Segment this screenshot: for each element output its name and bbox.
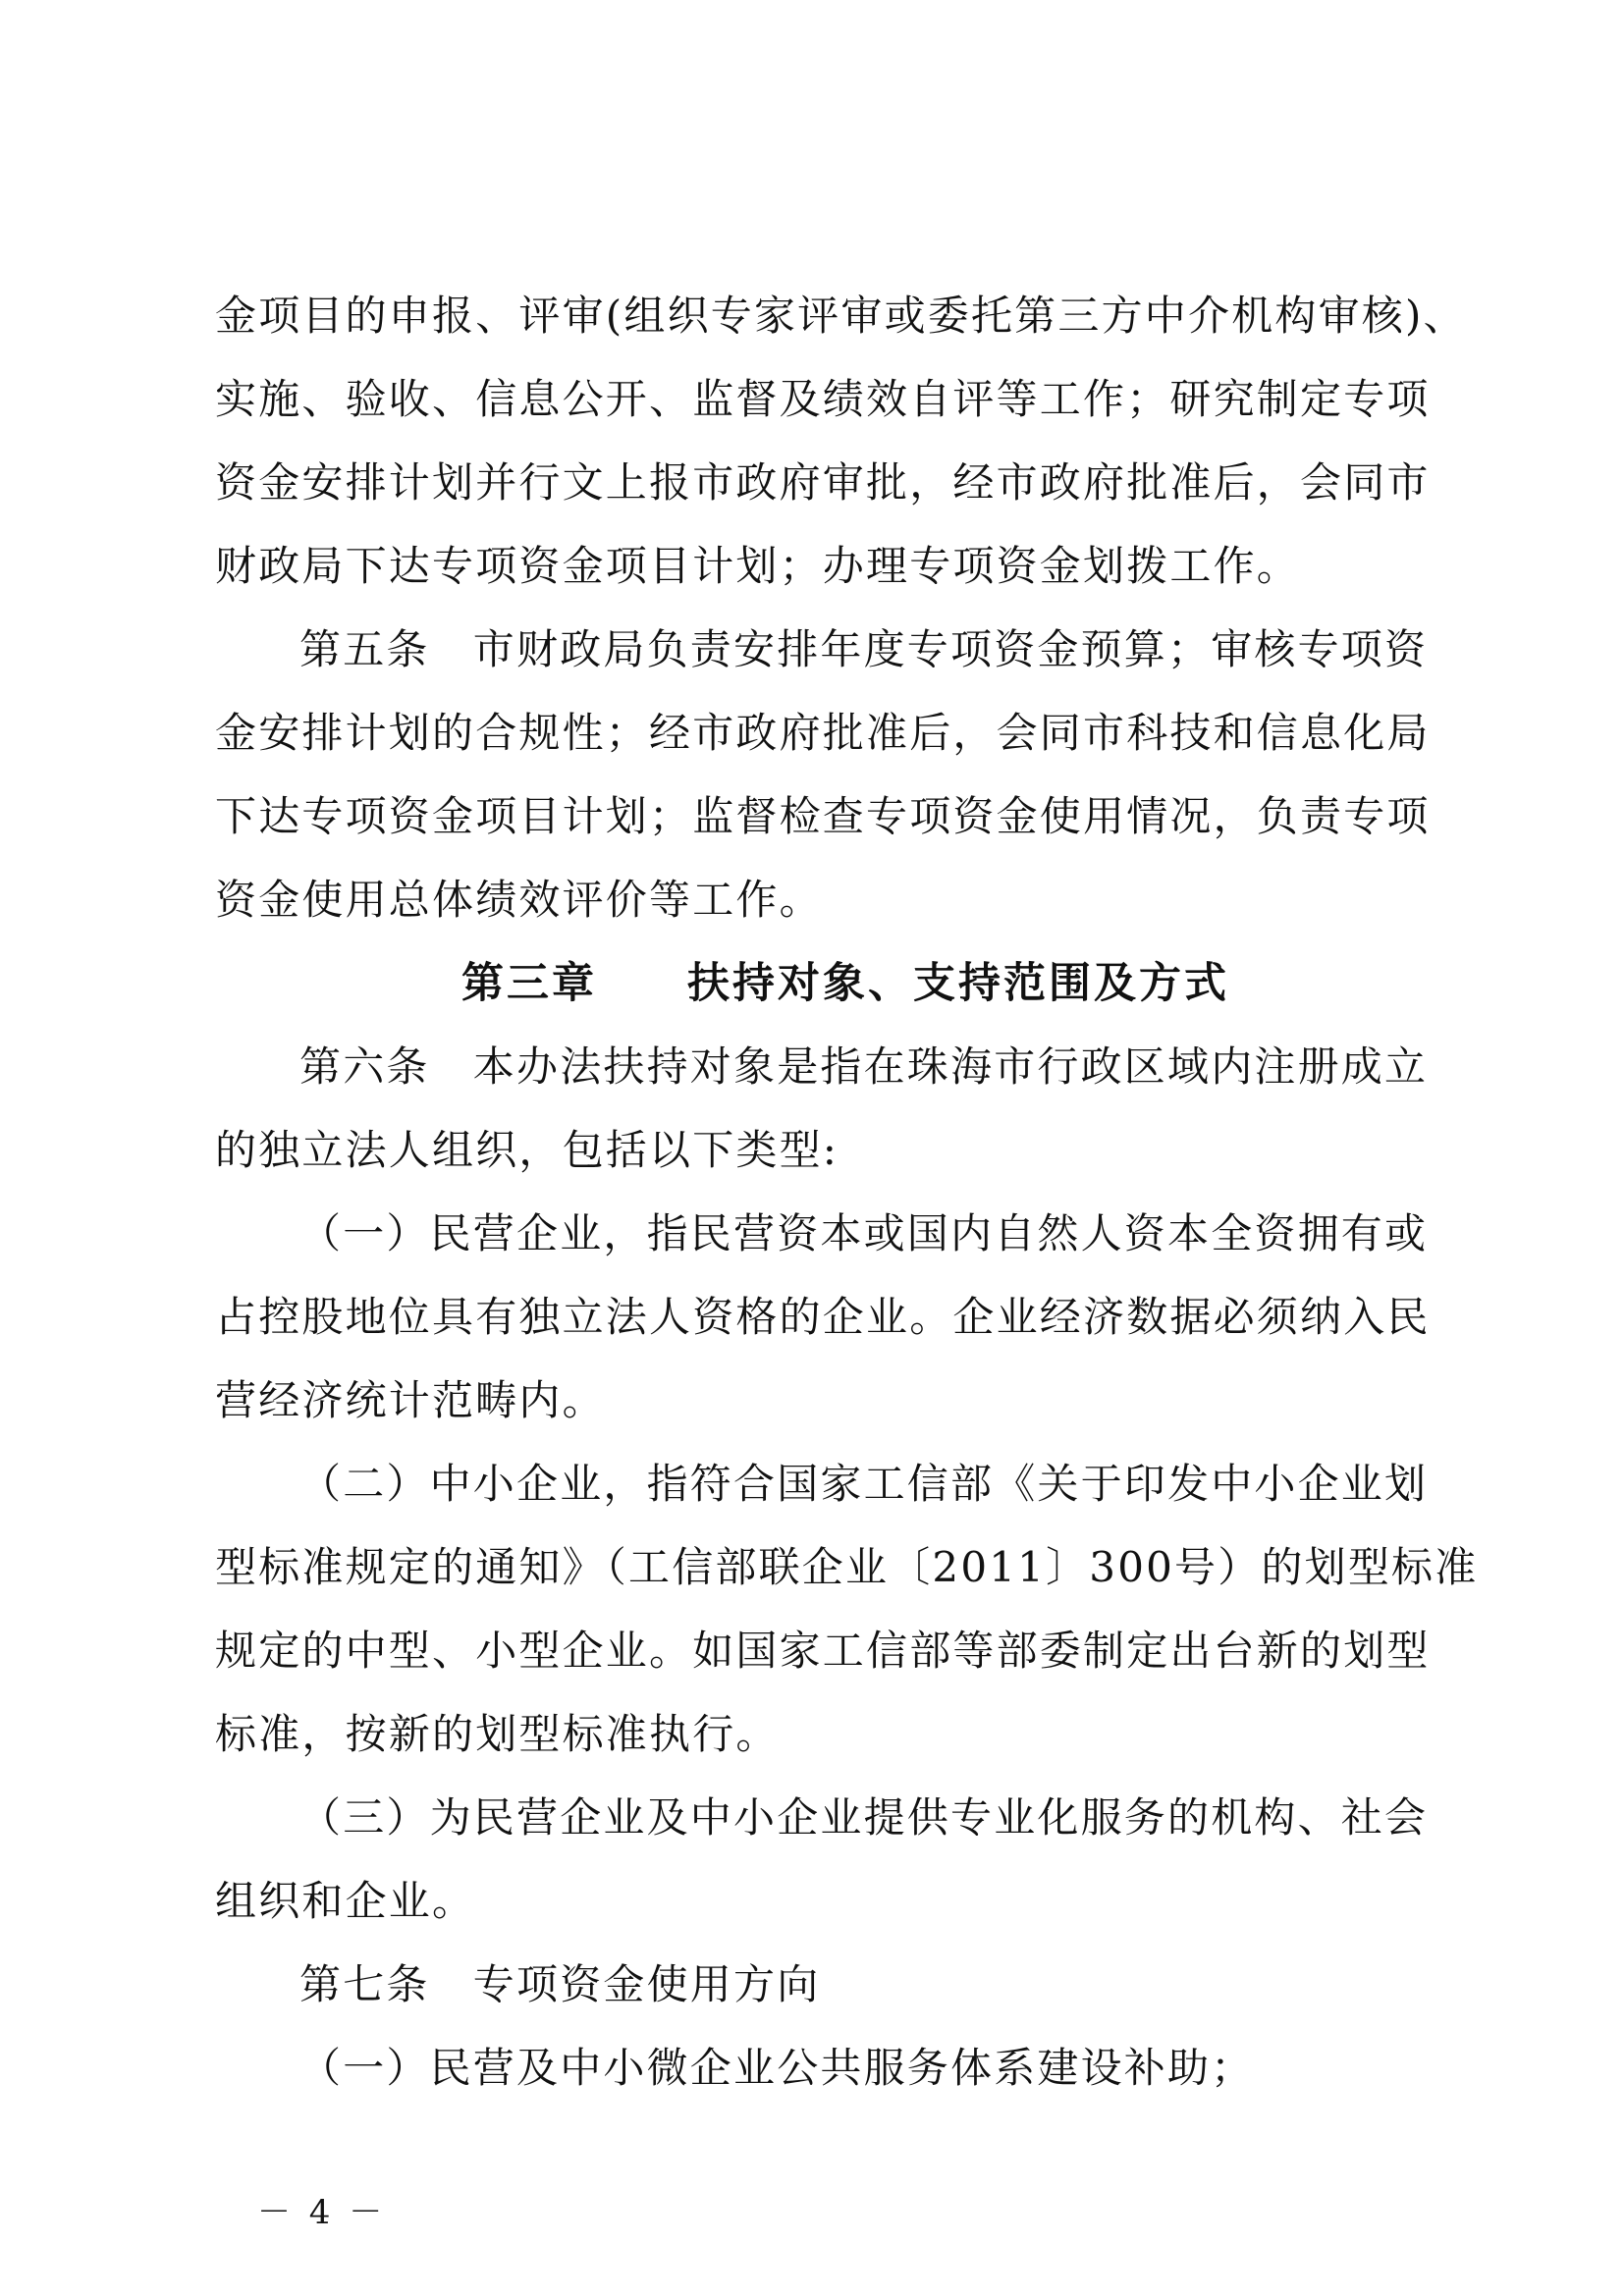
item-2-text: （二）中小企业，指符合国家工信部《关于印发中小企业划 (299, 1460, 1429, 1508)
body-text-line: 金项目的申报、评审(组织专家评审或委托第三方中介机构审核)、 (215, 292, 1467, 340)
body-text-line: 下达专项资金项目计划；监督检查专项资金使用情况，负责专项 (215, 792, 1431, 840)
body-text-line: 资金安排计划并行文上报市政府审批，经市政府批准后，会同市 (215, 458, 1431, 507)
body-text-line: 财政局下达专项资金项目计划；办理专项资金划拨工作。 (215, 542, 1301, 590)
usage-item-1-text: （一）民营及中小微企业公共服务体系建设补助； (299, 2044, 1255, 2092)
body-text-line: 规定的中型、小型企业。如国家工信部等部委制定出台新的划型 (215, 1627, 1431, 1675)
article-6-text: 第六条 本办法扶持对象是指在珠海市行政区域内注册成立 (299, 1042, 1429, 1091)
item-1-text: （一）民营企业，指民营资本或国内自然人资本全资拥有或 (299, 1209, 1429, 1257)
page-number: － 4 － (257, 2193, 387, 2232)
body-text-line: 组织和企业。 (215, 1877, 476, 1925)
body-text-line: 资金使用总体绩效评价等工作。 (215, 876, 823, 924)
body-text-line: 营经济统计范畴内。 (215, 1376, 606, 1424)
chapter-3-heading: 第三章 扶持对象、支持范围及方式 (461, 959, 1229, 1008)
body-text-line: 金安排计划的合规性；经市政府批准后，会同市科技和信息化局 (215, 709, 1431, 757)
body-text-line: 标准，按新的划型标准执行。 (215, 1710, 780, 1758)
item-3-text: （三）为民营企业及中小企业提供专业化服务的机构、社会 (299, 1793, 1429, 1842)
body-text-line: 占控股地位具有独立法人资格的企业。企业经济数据必须纳入民 (215, 1293, 1431, 1341)
body-text-line: 实施、验收、信息公开、监督及绩效自评等工作；研究制定专项 (215, 375, 1431, 423)
body-text-line: 的独立法人组织，包括以下类型: (215, 1126, 839, 1174)
article-7-text: 第七条 专项资金使用方向 (299, 1960, 821, 2008)
body-text-line: 型标准规定的通知》（工信部联企业〔2011〕300号）的划型标准 (215, 1543, 1479, 1591)
article-5-text: 第五条 市财政局负责安排年度专项资金预算；审核专项资 (299, 625, 1429, 673)
